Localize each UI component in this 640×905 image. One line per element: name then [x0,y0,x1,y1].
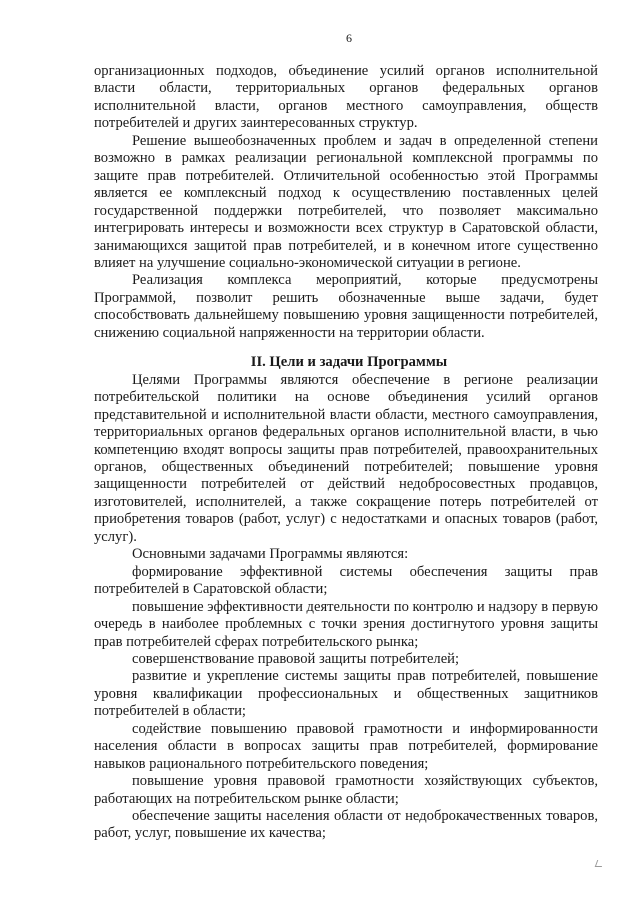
paragraph-problems-solution: Решение вышеобозначенных проблем и задач в определенной степени возможно в рамках реализации региональной комплексной программы по защите прав потребителей. Отличительной особенностью этой Программы является ее комплексный подход к осуществлению поставленных целей государственной поддержки потребителей, что позволяет максимально интегрировать интересы и возможности всех структур в Саратовской области, занимающихся защитой прав потребителей, и в конечном итоге существенно влияет на улучшение социально-экономической ситуации в регионе. [94,132,598,271]
paragraph-continuation: организационных подходов, объединение усилий органов исполнительной власти области, территориальных органов федеральных органов исполнительной власти, органов местного самоуправления, обществ потребителей и других заинтересованных структур. [94,63,598,132]
paragraph-program-implementation: Реализация комплекса мероприятий, которые предусмотрены Программой, позволит решить обозначенные выше задачи, будет способствовать дальнейшему повышению уровня защищенности потребителей, снижению социальной напряженности на территории области. [94,272,598,341]
task-item: развитие и укрепление системы защиты прав потребителей, повышение уровня квалификации профессиональных и общественных защитников потребителей в области; [94,668,598,720]
task-item: повышение уровня правовой грамотности хозяйствующих субъектов, работающих на потребительском рынке области; [94,773,598,807]
task-item: содействие повышению правовой грамотности и информированности населения области в вопросах защиты прав потребителей, формирование навыков рационального потребительского поведения; [94,720,598,772]
paragraph-goals: Целями Программы являются обеспечение в регионе реализации потребительской политики на основе объединения усилий органов представительной и исполнительной власти области, местного самоуправления, территориальных органов федеральных органов исполнительной власти, в чью компетенцию входят вопросы защиты прав потребителей, правоохранительных органов, общественных объединений потребителей; повышение уровня защищенности потребителей от действий недобросовестных продавцов, изготовителей, исполнителей, а также сокращение потерь потребителей от приобретения товаров (работ, услуг) с недостатками и опасных товаров (работ, услуг). [94,371,598,545]
scan-mark [595,860,605,867]
task-item: формирование эффективной системы обеспечения защиты прав потребителей в Саратовской области; [94,563,598,598]
task-item: совершенствование правовой защиты потребителей; [132,650,460,667]
section-heading-goals: II. Цели и задачи Программы [250,354,448,371]
page-number: 6 [346,31,352,45]
task-item: повышение эффективности деятельности по контролю и надзору в первую очередь в наиболее проблемных с точки зрения достигнутого уровня защиты прав потребителей сферах потребительского рынка; [94,598,598,650]
task-item: обеспечение защиты населения области от недоброкачественных товаров, работ, услуг, повышение их качества; [94,808,598,842]
paragraph-tasks-intro: Основными задачами Программы являются: [132,546,409,563]
